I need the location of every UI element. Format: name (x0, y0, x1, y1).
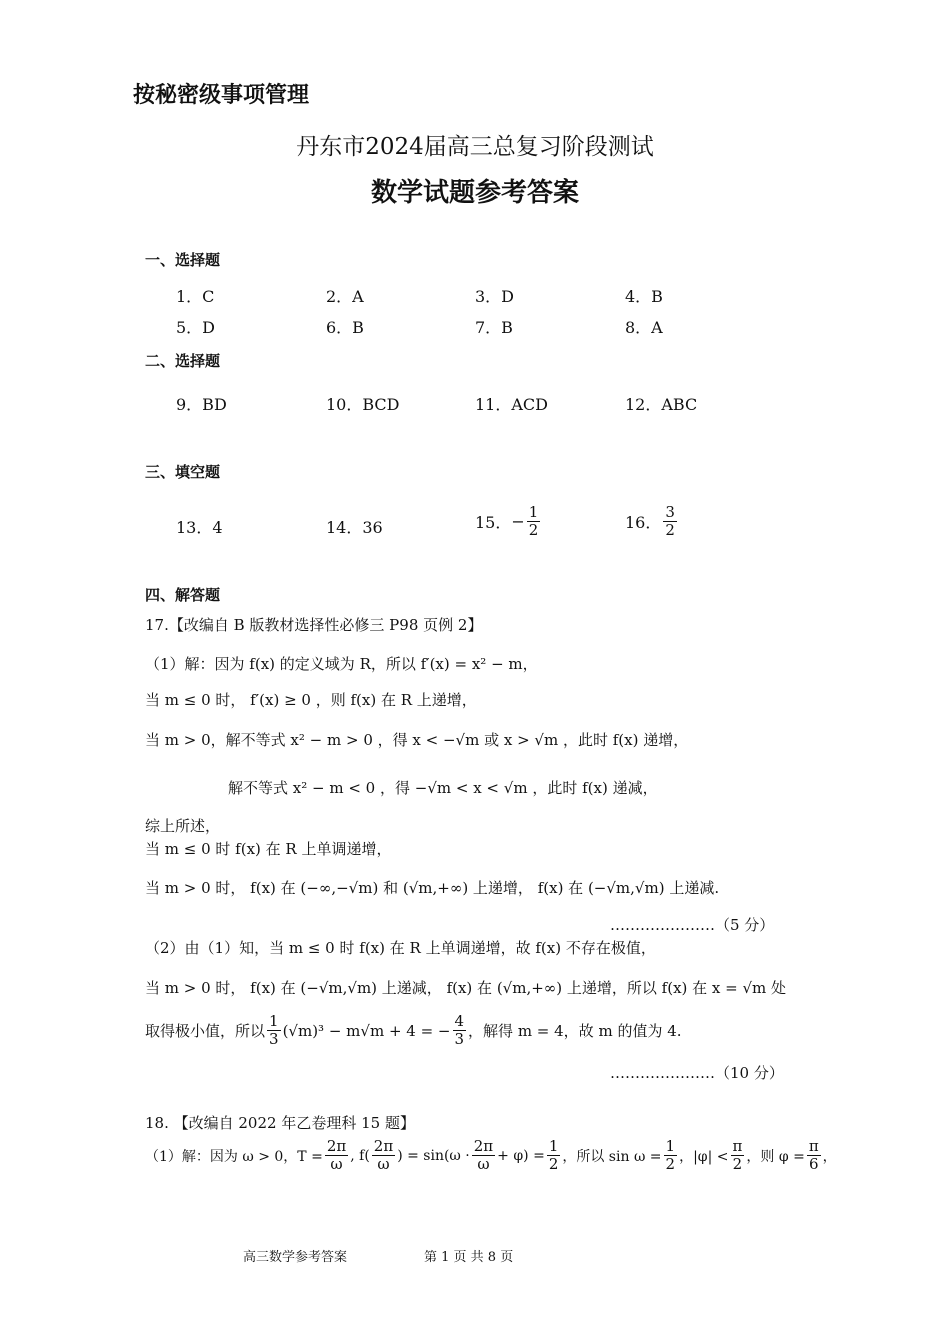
q17-line-10-text-b: (√m)³ − m√m + 4 = − (282, 1021, 451, 1040)
answer-16-label: 16． (625, 513, 662, 533)
fraction-numerator: π (808, 1137, 819, 1155)
q17-line-8: （2）由（1）知，当 m ≤ 0 时 f(x) 在 R 上单调递增，故 f(x) 不存在极值， (145, 939, 656, 957)
q17-line-10 (145, 1013, 682, 1049)
q17-line-4: 解不等式 x² − m < 0 ，得 −√m < x < √m ，此时 f(x) 递减， (228, 779, 658, 797)
fraction-denominator: 3 (269, 1030, 279, 1049)
answer-16-fraction (663, 504, 677, 540)
fraction-numerator: 1 (665, 1137, 676, 1155)
q18-fraction-2 (372, 1138, 395, 1174)
q18-text-d: + φ) = (497, 1147, 545, 1164)
q18-line-1 (145, 1138, 837, 1174)
fraction-numerator: 2π (326, 1137, 347, 1155)
answer-2: 2．A (326, 287, 364, 306)
q18-text-h: ， (822, 1148, 837, 1165)
fraction-denominator: ω (377, 1155, 390, 1174)
exam-title: 丹东市2024届高三总复习阶段测试 (296, 134, 654, 160)
q17-line-7: 当 m > 0 时， f(x) 在 (−∞,−√m) 和 (√m,+∞) 上递增， f(x) 在 (−√m,√m) 上递减. (145, 879, 720, 897)
fraction-numerator: 1 (548, 1137, 559, 1155)
q18-text-c: ) = sin(ω · (397, 1147, 470, 1164)
q18-text-a: （1）解：因为 ω > 0，T = (145, 1148, 323, 1165)
answer-12: 12．ABC (625, 395, 698, 414)
q18-text-f: ，|φ| < (679, 1148, 729, 1165)
section-multiple-choice: 一、选择题 (145, 251, 221, 269)
answer-1: 1．C (176, 287, 215, 306)
fraction-numerator: 1 (269, 1012, 279, 1030)
q17-line-10-text-c: ，解得 m = 4，故 m 的值为 4. (468, 1022, 682, 1041)
q17-line-3: 当 m > 0，解不等式 x² − m > 0 ，得 x < −√m 或 x > √m ，此时 f(x) 递增， (145, 731, 689, 749)
answer-9: 9．BD (176, 395, 227, 414)
section-multi-select: 二、选择题 (145, 352, 221, 370)
q18-fraction-1 (325, 1138, 348, 1174)
q17-line-1: （1）解：因为 f(x) 的定义域为 R，所以 f′(x) = x² − m， (145, 655, 538, 673)
answer-16 (625, 504, 679, 540)
fraction-denominator: 3 (454, 1030, 465, 1049)
fraction-denominator: 2 (665, 521, 675, 540)
q17-line-10-text-a: 取得极小值，所以 (145, 1022, 266, 1041)
answer-15-fraction (527, 504, 541, 540)
answer-14: 14．36 (326, 518, 383, 537)
fraction-denominator: 2 (528, 521, 539, 540)
q18-text-g: ，则 φ = (746, 1148, 805, 1165)
fraction-denominator: 6 (808, 1155, 819, 1174)
footer-page-number: 第 1 页 共 8 页 (424, 1250, 514, 1265)
answer-15 (475, 504, 542, 540)
q18-fraction-3 (472, 1138, 495, 1174)
fraction-denominator: 2 (548, 1155, 559, 1174)
q18-text-b: , f( (350, 1147, 370, 1164)
q17-fraction-four-thirds (453, 1013, 467, 1049)
answer-13: 13．4 (176, 518, 223, 537)
q18-fraction-5 (664, 1138, 678, 1174)
q18-fraction-7 (807, 1138, 821, 1174)
q17-fraction-one-third (267, 1013, 281, 1049)
fraction-denominator: ω (330, 1155, 343, 1174)
answer-10: 10．BCD (326, 395, 400, 414)
fraction-numerator: 3 (665, 503, 675, 521)
fraction-denominator: 2 (665, 1155, 676, 1174)
q17-line-6: 当 m ≤ 0 时 f(x) 在 R 上单调递增， (145, 840, 392, 858)
q17-heading: 17.【改编自 B 版教材选择性必修三 P98 页例 2】 (145, 616, 483, 634)
section-solutions: 四、解答题 (145, 586, 221, 604)
answer-8: 8．A (625, 318, 663, 337)
answer-5: 5．D (176, 318, 216, 337)
q17-line-5: 综上所述， (145, 817, 221, 835)
answer-15-sign: − (511, 512, 525, 532)
q17-score-2: …………………（10 分） (610, 1064, 784, 1082)
answer-6: 6．B (326, 318, 364, 337)
fraction-numerator: 2π (473, 1137, 494, 1155)
fraction-denominator: ω (477, 1155, 490, 1174)
fraction-denominator: 2 (732, 1155, 743, 1174)
q18-fraction-6 (731, 1138, 745, 1174)
confidential-label: 按秘密级事项管理 (133, 82, 310, 108)
q18-heading: 18. 【改编自 2022 年乙卷理科 15 题】 (145, 1114, 415, 1132)
footer-doc-name: 高三数学参考答案 (243, 1250, 348, 1265)
answer-7: 7．B (475, 318, 513, 337)
q17-line-2: 当 m ≤ 0 时， f′(x) ≥ 0 ，则 f(x) 在 R 上递增， (145, 691, 477, 709)
fraction-numerator: 4 (454, 1012, 465, 1030)
answer-15-label: 15． (475, 513, 512, 533)
fraction-numerator: 1 (528, 503, 539, 521)
q17-score-1: …………………（5 分） (610, 916, 775, 934)
fraction-numerator: π (732, 1137, 743, 1155)
q18-text-e: ，所以 sin ω = (562, 1148, 662, 1165)
answer-key-title: 数学试题参考答案 (370, 178, 579, 208)
answer-4: 4．B (625, 287, 663, 306)
answer-11: 11．ACD (475, 395, 548, 414)
q17-line-9: 当 m > 0 时， f(x) 在 (−√m,√m) 上递减， f(x) 在 (√m,+∞) 上递增，所以 f(x) 在 x = √m 处 (145, 979, 787, 997)
fraction-numerator: 2π (373, 1137, 394, 1155)
answer-3: 3．D (475, 287, 515, 306)
q18-fraction-4 (547, 1138, 561, 1174)
section-fill-in: 三、填空题 (145, 463, 221, 481)
